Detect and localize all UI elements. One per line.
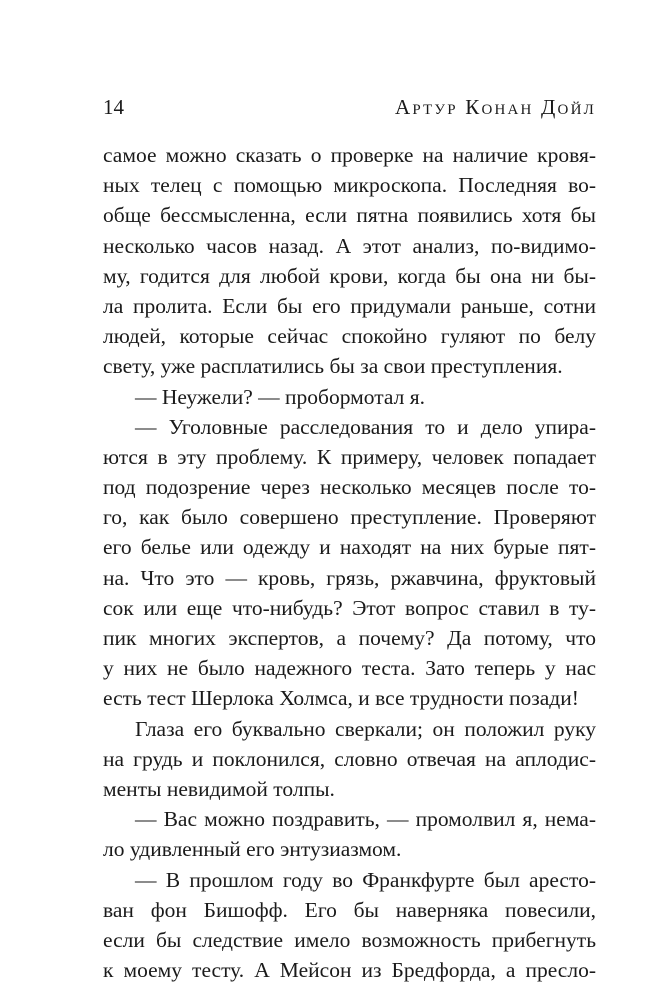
text-line: му, годится для любой крови, когда бы она ни бы- [103, 263, 596, 288]
text-line: — Уголовные расследования то и дело упира- [135, 414, 596, 439]
text-line: ло удивленный его энтузиазмом. [103, 837, 402, 862]
body-text [103, 140, 596, 985]
text-line: есть тест Шерлока Холмса, и все трудности позади! [103, 686, 579, 711]
text-line: Глаза его буквально сверкали; он положил руку [135, 716, 596, 741]
text-line: — Неужели? — пробормотал я. [135, 384, 425, 409]
text-line: к моему тесту. А Мейсон из Бредфорда, а пресло- [103, 958, 596, 983]
text-line: на грудь и поклонился, словно отвечая на аплодис- [103, 746, 596, 771]
text-line: самое можно сказать о проверке на наличие кровя- [103, 143, 596, 167]
text-line: менты невидимой толпы. [103, 776, 335, 801]
text-line: пик многих экспертов, а почему? Да потому, что [103, 626, 596, 650]
text-line: — Вас можно поздравить, — промолвил я, нема- [135, 807, 596, 832]
text-line: свету, уже расплатились бы за свои преступления. [103, 354, 563, 379]
text-line: под подозрение через несколько месяцев после то- [103, 475, 596, 500]
text-line: сок или еще что-нибудь? Этот вопрос ставил в ту- [103, 595, 596, 620]
text-line: несколько часов назад. А этот анализ, по-видимо- [103, 233, 596, 258]
running-head [103, 92, 596, 122]
text-line: — В прошлом году во Франкфурте был аресто- [135, 867, 596, 892]
text-line: у них не было надежного теста. Зато теперь у нас [103, 656, 596, 681]
text-line: ван фон Бишофф. Его бы наверняка повесили, [103, 897, 596, 922]
running-head-author: Артур Конан Дойл [394, 95, 596, 119]
text-line: на. Что это — кровь, грязь, ржавчина, фруктовый [103, 565, 596, 590]
text-line: го, как было совершено преступление. Проверяют [103, 505, 596, 530]
text-line: ются в эту проблему. К примеру, человек попадает [103, 444, 596, 469]
text-line: обще бессмысленна, если пятна появились хотя бы [103, 203, 596, 228]
page-number: 14 [103, 95, 124, 119]
text-line: его белье или одежду и находят на них бурые пят- [103, 535, 596, 560]
text-line: ных телец с помощью микроскопа. Последняя во- [103, 173, 596, 198]
text-line: людей, которые сейчас спокойно гуляют по белу [103, 324, 596, 349]
text-line: ла пролита. Если бы его придумали раньше, сотни [103, 293, 596, 318]
text-line: если бы следствие имело возможность прибегнуть [103, 927, 596, 952]
